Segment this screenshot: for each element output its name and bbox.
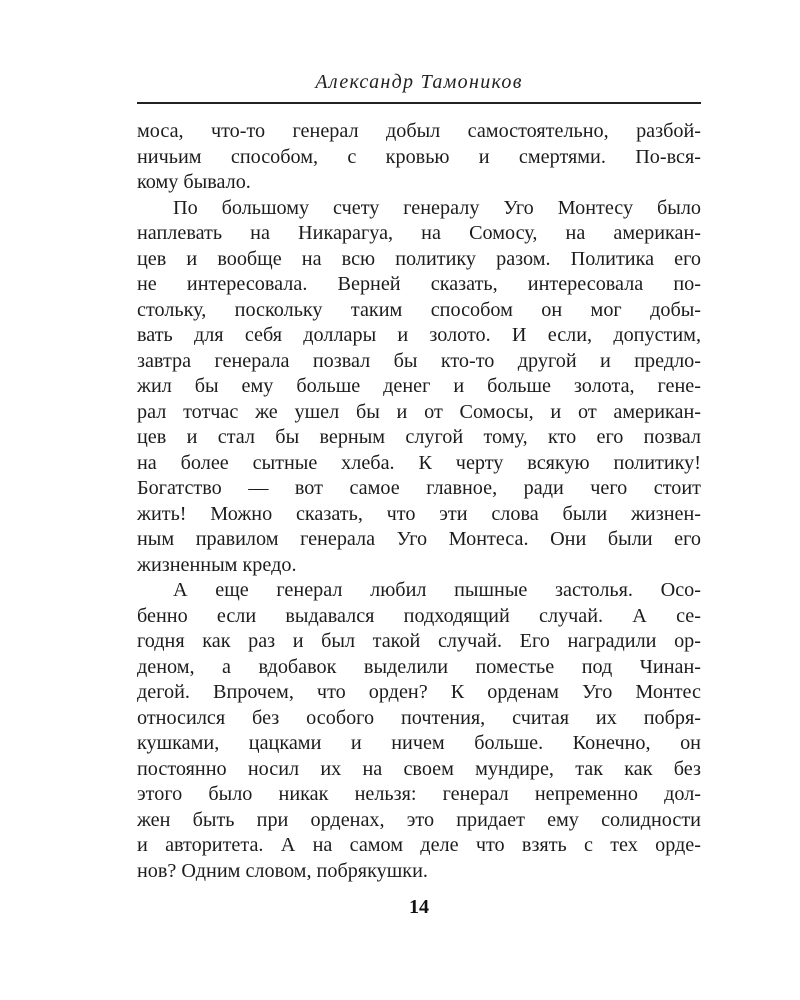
text-line: дегой. Впрочем, что орден? К орденам Уго Монтес bbox=[137, 681, 701, 703]
text-line: кому бывало. bbox=[137, 171, 251, 193]
text-line: рал тотчас же ушел бы и от Сомосы, и от американ- bbox=[137, 400, 701, 423]
text-line: годня как раз и был такой случай. Его наградили ор- bbox=[137, 630, 701, 652]
text-line: Богатство — вот самое главное, ради чего стоит bbox=[137, 477, 701, 499]
text-line: жизненным кредо. bbox=[137, 553, 297, 576]
text-line: этого было никак нельзя: генерал непременно дол- bbox=[137, 783, 701, 805]
text-line: кушками, цацками и ничем больше. Конечно, он bbox=[137, 732, 701, 754]
paragraph bbox=[137, 578, 701, 884]
text-line: наплевать на Никарагуа, на Сомосу, на американ- bbox=[137, 222, 701, 244]
text-line: стольку, поскольку таким способом он мог добы- bbox=[137, 298, 701, 321]
text-line: постоянно носил их на своем мундире, так как без bbox=[137, 757, 701, 780]
running-header: Александр Тамоников bbox=[315, 71, 523, 93]
text-line: нов? Одним словом, побрякушки. bbox=[137, 859, 428, 882]
text-line: и авторитета. А на самом деле что взять с тех орде- bbox=[137, 834, 701, 856]
text-line: на более сытные хлеба. К черту всякую политику! bbox=[137, 451, 701, 474]
paragraph bbox=[137, 119, 701, 196]
text-line: А еще генерал любил пышные застолья. Осо- bbox=[173, 579, 701, 601]
text-line: цев и вообще на всю политику разом. Политика его bbox=[137, 247, 701, 270]
text-line: ным правилом генерала Уго Монтеса. Они были его bbox=[137, 528, 701, 550]
text-line: ничьим способом, с кровью и смертями. По-вся- bbox=[137, 145, 701, 168]
body-text bbox=[137, 119, 701, 884]
text-line: не интересовала. Верней сказать, интересовала по- bbox=[137, 273, 701, 295]
text-line: относился без особого почтения, считая их побря- bbox=[137, 706, 701, 729]
header-rule bbox=[137, 102, 701, 104]
text-line: жить! Можно сказать, что эти слова были жизнен- bbox=[137, 502, 701, 525]
text-line: деном, а вдобавок выделили поместье под Чинан- bbox=[137, 655, 701, 678]
text-line: цев и стал бы верным слугой тому, кто его позвал bbox=[137, 426, 701, 448]
paragraph bbox=[137, 196, 701, 579]
text-line: жил бы ему больше денег и больше золота, гене- bbox=[137, 375, 701, 397]
text-line: завтра генерала позвал бы кто-то другой и предло- bbox=[137, 349, 701, 372]
text-line: бенно если выдавался подходящий случай. А се- bbox=[137, 604, 701, 627]
text-line: жен быть при орденах, это придает ему солидности bbox=[137, 808, 701, 831]
text-line: вать для себя доллары и золото. И если, допустим, bbox=[137, 324, 701, 346]
text-line: моса, что-то генерал добыл самостоятельно, разбой- bbox=[137, 120, 701, 142]
page-number: 14 bbox=[409, 896, 429, 918]
text-line: По большому счету генералу Уго Монтесу было bbox=[173, 196, 701, 219]
